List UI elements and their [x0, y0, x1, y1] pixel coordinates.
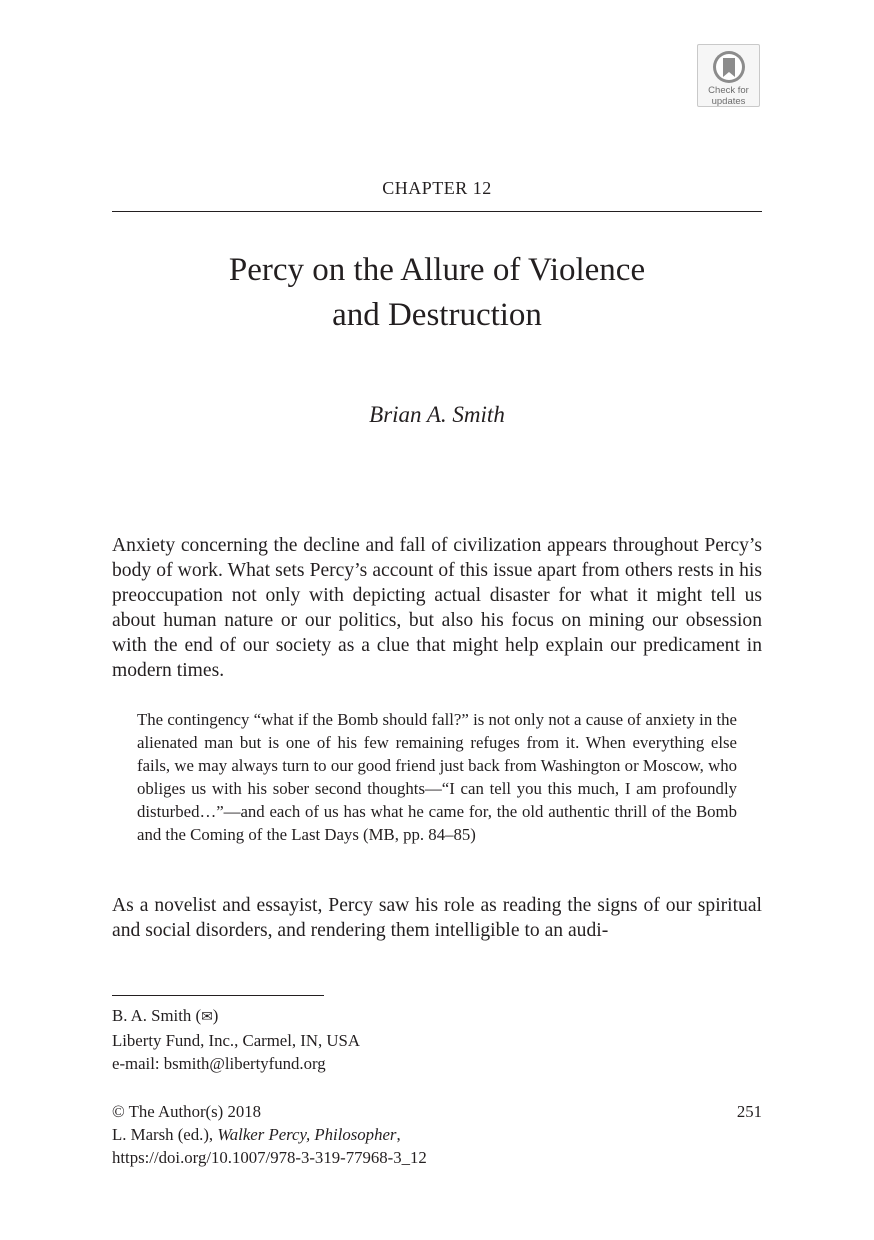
book-title: Walker Percy, Philosopher: [217, 1125, 397, 1144]
author-affiliation: [112, 1004, 360, 1075]
author-name: Brian A. Smith: [369, 402, 505, 427]
chapter-title-line1: Percy on the Allure of Violence: [228, 252, 646, 288]
chapter-label: CHAPTER 12: [382, 178, 492, 198]
bookmark-icon: [711, 49, 747, 85]
body-paragraph-2: As a novelist and essayist, Percy saw his role as reading the signs of our spiritual and social disorders, and rendering them intelligible to an audi-: [112, 895, 762, 941]
footnote-divider: [112, 995, 324, 996]
book-citation: [112, 1123, 427, 1146]
citation-comma: ,: [396, 1125, 401, 1144]
book-editor: L. Marsh (ed.),: [112, 1125, 218, 1144]
chapter-title: [112, 248, 762, 338]
affiliation-institution: Liberty Fund, Inc., Carmel, IN, USA: [112, 1031, 360, 1050]
affiliation-email[interactable]: e-mail: bsmith@libertyfund.org: [112, 1054, 326, 1073]
affiliation-name: B. A. Smith (: [112, 1006, 202, 1025]
chapter-title-line2: and Destruction: [332, 297, 542, 333]
doi-link[interactable]: https://doi.org/10.1007/978-3-319-77968-3_12: [112, 1148, 427, 1167]
affiliation-name-close: ): [212, 1006, 219, 1025]
envelope-icon[interactable]: ✉: [201, 1010, 213, 1025]
badge-text-line1: Check for: [708, 85, 749, 96]
badge-text-line2: updates: [711, 95, 746, 107]
copyright-block: [112, 1100, 427, 1169]
block-quote: The contingency “what if the Bomb should fall?” is not only not a cause of anxiety in the alienated man but is one of his few remaining refuges from it. When everything else fails, we may always turn to our good friend just back from Washington or Moscow, who obliges us with his sober second thoughts—“I can tell you this much, I am profoundly disturbed…”—and each of us has what he came for, the old authentic thrill of the Bomb and the Coming of the Last Days (MB, pp. 84–85): [137, 710, 737, 844]
check-for-updates-badge[interactable]: [697, 44, 760, 107]
copyright-line: © The Author(s) 2018: [112, 1102, 262, 1121]
affiliation-name-line: [112, 1004, 360, 1029]
page-number: 251: [736, 1102, 762, 1121]
chapter-divider: [112, 211, 762, 212]
body-paragraph-1: Anxiety concerning the decline and fall of civilization appears throughout Percy’s body of work. What sets Percy’s account of this issue apart from others rests in his preoccupation not only with depicting actual disaster for what it might tell us about human nature or our politics, but also his focus on mining our obsession with the end of our society as a clue that might help explain our predicament in modern times.: [112, 535, 762, 681]
